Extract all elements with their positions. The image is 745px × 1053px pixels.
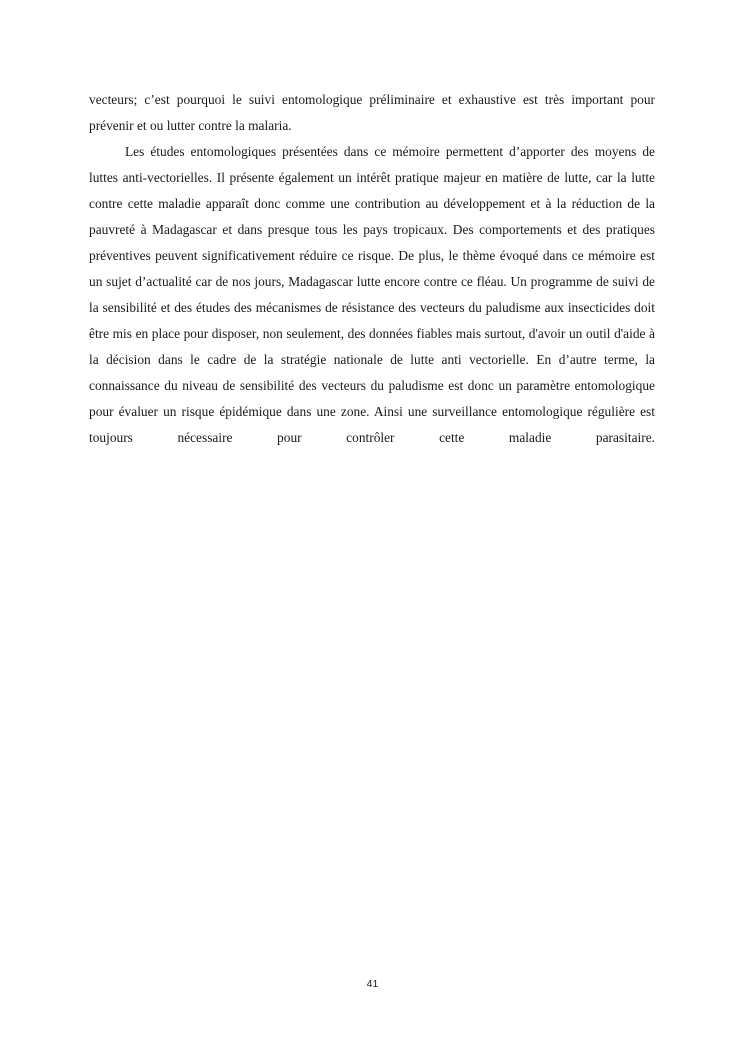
paragraph-entomological-studies: Les études entomologiques présentées dans ce mémoire permettent d’apporter des moyens de luttes anti-vectorielles. Il présente également un intérêt pratique majeur en matière de lutte, car la lutte contre cette maladie apparaît donc comme une contribution au développement et à la réduction de la pauvreté à Madagascar et dans presque tous les pays tropicaux. Des comportements et des pratiques préventives peuvent significativement réduire ce risque. De plus, le thème évoqué dans ce mémoire est un sujet d’actualité car de nos jours, Madagascar lutte encore contre ce fléau. Un programme de suivi de la sensibilité et des études des mécanismes de résistance des vecteurs du paludisme aux insecticides doit être mis en place pour disposer, non seulement, des données fiables mais surtout, d'avoir un outil d'aide à la décision dans le cadre de la stratégie nationale de lutte anti vectorielle. En d’autre terme, la connaissance du niveau de sensibilité des vecteurs du paludisme est donc un paramètre entomologique pour évaluer un risque épidémique dans une zone. Ainsi une surveillance entomologique régulière est toujours nécessaire pour contrôler cette maladie parasitaire. — [89, 144, 655, 445]
body-text — [89, 87, 655, 451]
page-number: 41 — [366, 978, 379, 990]
paragraph-continuation: vecteurs; c’est pourquoi le suivi entomologique préliminaire et exhaustive est très important pour prévenir et ou lutter contre la malaria. — [89, 92, 655, 133]
